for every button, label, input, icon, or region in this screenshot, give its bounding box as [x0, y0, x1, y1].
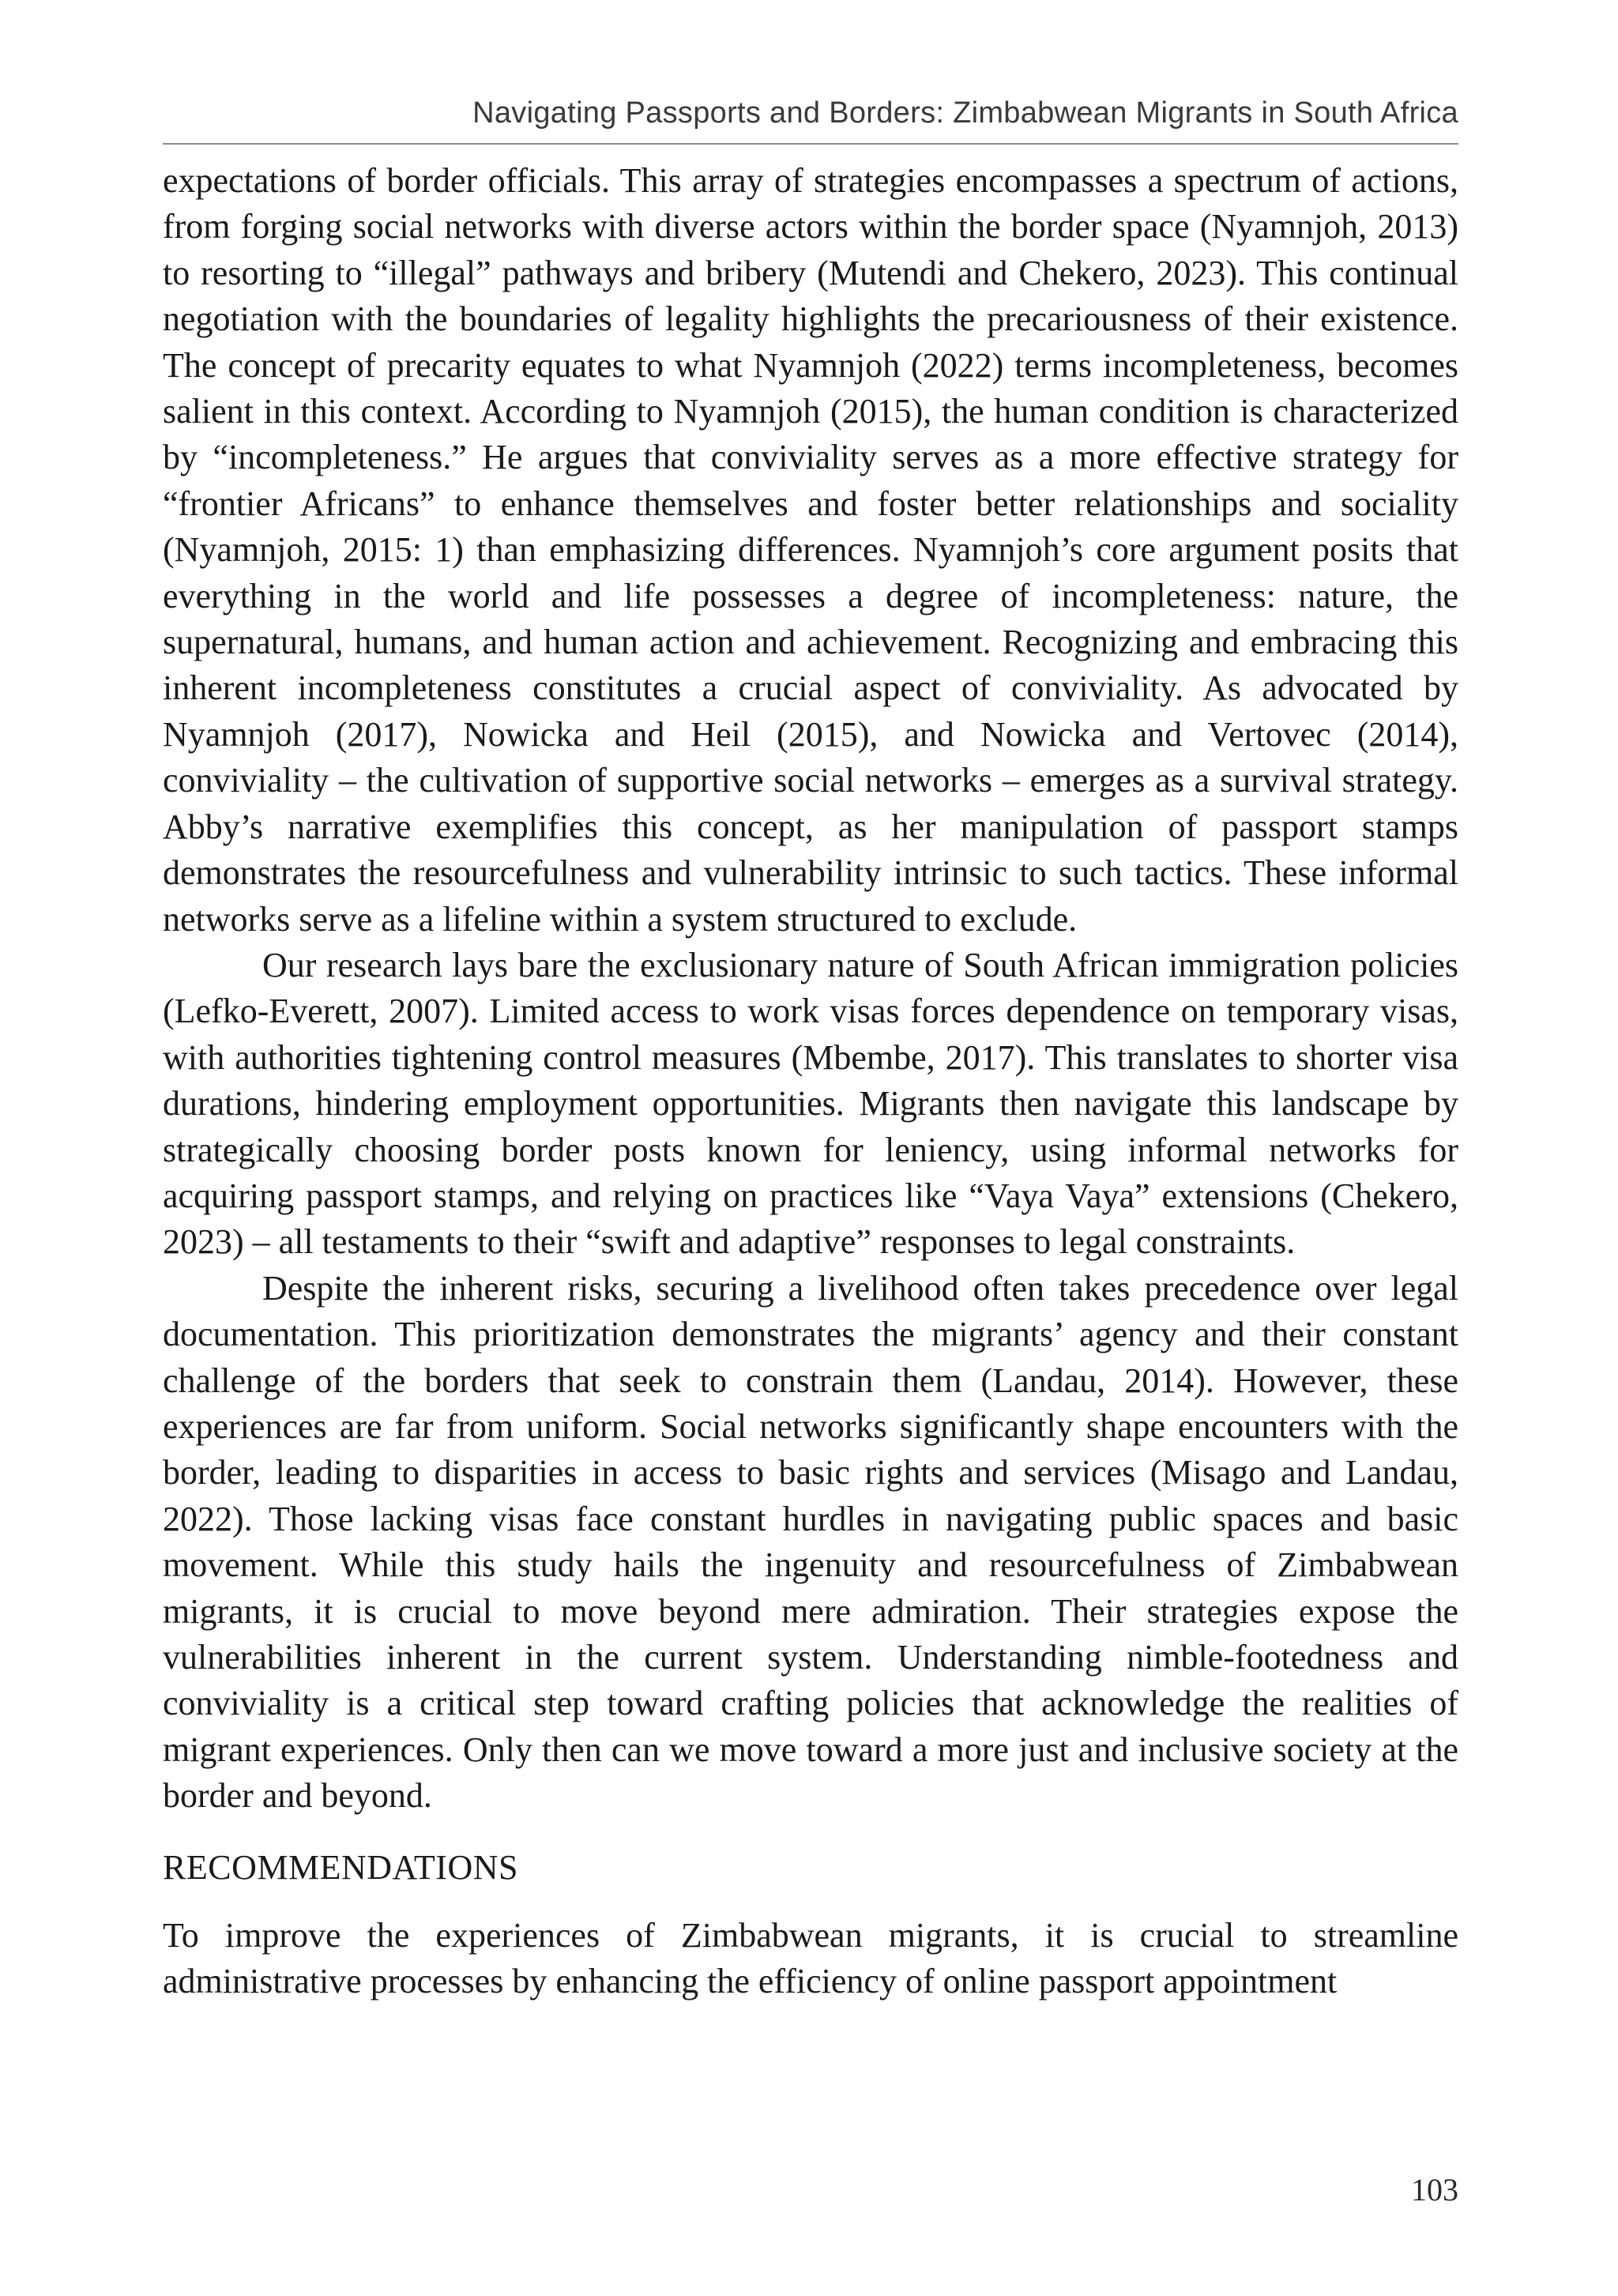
paragraph-recommendations: To improve the experiences of Zimbabwean migrants, it is crucial to streamline administrative processes by enhancing the efficiency of online passport appointment [163, 1915, 1458, 2001]
running-header: Navigating Passports and Borders: Zimbabwean Migrants in South Africa [472, 96, 1458, 130]
header-rule [163, 143, 1458, 145]
paragraph-livelihood: Despite the inherent risks, securing a livelihood often takes precedence over legal documentation. This prioritization demonstrates the migrants’ agency and their constant challenge of the borders that seek to constrain them (Landau, 2014). However, these experiences are far from uniform. Social networks significantly shape encounters with the border, leading to disparities in access to basic rights and services (Misago and Landau, 2022). Those lacking visas face constant hurdles in navigating public spaces and basic movement. While this study hails the ingenuity and resourcefulness of Zimbabwean migrants, it is crucial to move beyond mere admiration. Their strategies expose the vulnerabilities inherent in the current system. Understanding nimble-footedness and conviviality is a critical step toward crafting policies that acknowledge the realities of migrant experiences. Only then can we move toward a more just and inclusive society at the border and beyond. [163, 1268, 1458, 1816]
body-text [163, 158, 1458, 2004]
paragraph-continuation: expectations of border officials. This array of strategies encompasses a spectrum of actions, from forging social networks with diverse actors within the border space (Nyamnjoh, 2013) to resorting to “illegal” pathways and bribery (Mutendi and Chekero, 2023). This continual negotiation with the boundaries of legality highlights the precariousness of their existence. The concept of precarity equates to what Nyamnjoh (2022) terms incompleteness, becomes salient in this context. According to Nyamnjoh (2015), the human condition is characterized by “incompleteness.” He argues that conviviality serves as a more effective strategy for “frontier Africans” to enhance themselves and foster better relationships and sociality (Nyamnjoh, 2015: 1) than emphasizing differences. Nyamnjoh’s core argument posits that everything in the world and life possesses a degree of incompleteness: nature, the supernatural, humans, and human action and achievement. Recognizing and embracing this inherent incompleteness constitutes a crucial aspect of conviviality. As advocated by Nyamnjoh (2017), Nowicka and Heil (2015), and Nowicka and Vertovec (2014), conviviality – the cultivation of supportive social networks – emerges as a survival strategy. Abby’s narrative exemplifies this concept, as her manipulation of passport stamps demonstrates the resourcefulness and vulnerability intrinsic to such tactics. These informal networks serve as a lifeline within a system structured to exclude. [163, 161, 1458, 939]
section-heading-recommendations: RECOMMENDATIONS [163, 1847, 518, 1887]
paragraph-immigration-policies: Our research lays bare the exclusionary nature of South African immigration policies (Lefko-Everett, 2007). Limited access to work visas forces dependence on temporary visas, with authorities tightening control measures (Mbembe, 2017). This translates to shorter visa durations, hindering employment opportunities. Migrants then navigate this landscape by strategically choosing border posts known for leniency, using informal networks for acquiring passport stamps, and relying on practices like “Vaya Vaya” extensions (Chekero, 2023) – all testaments to their “swift and adaptive” responses to legal constraints. [163, 945, 1458, 1262]
page-number: 103 [1411, 2172, 1458, 2208]
